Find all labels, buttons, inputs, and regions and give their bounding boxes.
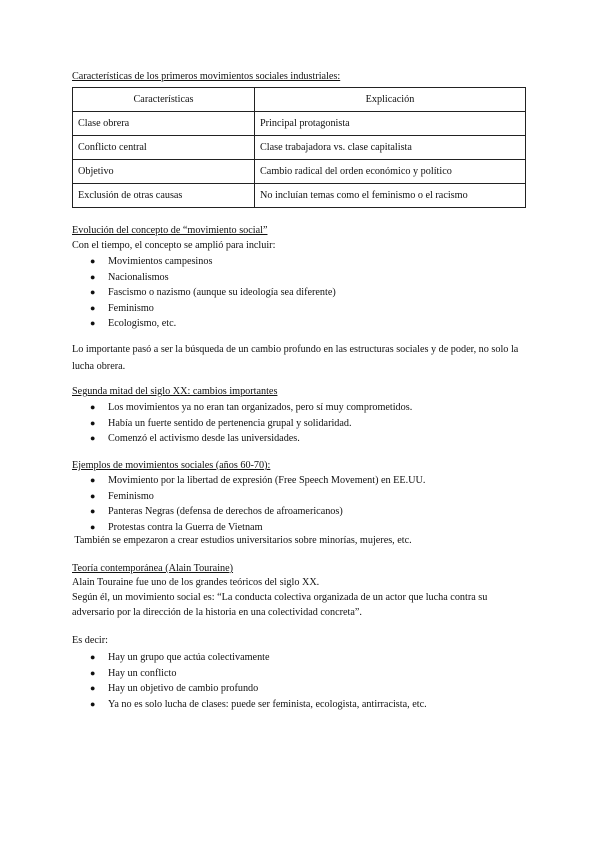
list-item: ● Ecologismo, etc. bbox=[72, 316, 336, 332]
list-item: ● Feminismo bbox=[72, 301, 336, 317]
bullet-icon: ● bbox=[90, 402, 96, 412]
characteristics-table bbox=[72, 87, 526, 208]
bullet-icon: ● bbox=[90, 256, 96, 266]
table-cell: No incluían temas como el feminismo o el racismo bbox=[255, 184, 526, 208]
bullet-icon: ● bbox=[90, 683, 96, 694]
paragraph-conclusion: Lo importante pasó a ser la búsqueda de un cambio profundo en las estructuras sociales y de poder, no solo la lucha obrera. bbox=[72, 344, 519, 372]
note-university-studies: También se empezaron a crear estudios universitarios sobre minorías, mujeres, etc. bbox=[72, 535, 412, 546]
section-title-industrial-movements: Características de los primeros movimientos sociales industriales: bbox=[72, 71, 341, 82]
list-item: ● Panteras Negras (defensa de derechos de afroamericanos) bbox=[72, 504, 425, 520]
list-item: ● Feminismo bbox=[72, 489, 425, 505]
list-item: ● Movimiento por la libertad de expresión (Free Speech Movement) en EE.UU. bbox=[72, 473, 425, 489]
table-row bbox=[73, 136, 526, 160]
table-header-row bbox=[73, 88, 526, 112]
list-item: ● Hay un objetivo de cambio profundo bbox=[72, 681, 427, 697]
list-item: ● Los movimientos ya no eran tan organizados, pero sí muy comprometidos. bbox=[72, 400, 412, 416]
table-cell: Cambio radical del orden económico y político bbox=[255, 160, 526, 184]
bullet-list-concept bbox=[72, 254, 336, 332]
bullet-icon: ● bbox=[90, 318, 96, 329]
list-item: ● Comenzó el activismo desde las universidades. bbox=[72, 431, 412, 447]
list-item: ● Nacionalismos bbox=[72, 270, 336, 286]
bullet-icon: ● bbox=[90, 271, 96, 282]
list-item: ● Hay un conflicto bbox=[72, 666, 427, 682]
bullet-icon: ● bbox=[90, 698, 96, 709]
bullet-icon: ● bbox=[90, 506, 96, 517]
touraine-intro: Alain Touraine fue uno de los grandes teóricos del siglo XX. bbox=[72, 577, 320, 588]
table-cell: Clase trabajadora vs. clase capitalista bbox=[255, 136, 526, 160]
bullet-list-summary bbox=[72, 650, 427, 712]
section-title-second-half: Segunda mitad del siglo XX: cambios importantes bbox=[72, 386, 278, 397]
section-title-concept-evolution: Evolución del concepto de “movimiento social” bbox=[72, 225, 268, 236]
table-header-cell: Explicación bbox=[255, 88, 526, 112]
es-decir-label: Es decir: bbox=[72, 635, 108, 646]
bullet-icon: ● bbox=[90, 521, 96, 532]
section-title-examples: Ejemplos de movimientos sociales (años 60-70): bbox=[72, 460, 271, 471]
list-item: ● Protestas contra la Guerra de Vietnam bbox=[72, 520, 425, 536]
list-item: ● Movimientos campesinos bbox=[72, 254, 336, 270]
table-row bbox=[73, 160, 526, 184]
bullet-icon: ● bbox=[90, 490, 96, 501]
table-cell: Conflicto central bbox=[73, 136, 255, 160]
bullet-icon: ● bbox=[90, 417, 96, 428]
bullet-icon: ● bbox=[90, 667, 96, 678]
bullet-icon: ● bbox=[90, 475, 96, 485]
section-title-touraine: Teoría contemporánea (Alain Touraine) bbox=[72, 563, 234, 574]
table-cell: Principal protagonista bbox=[255, 112, 526, 136]
touraine-quote: Según él, un movimiento social es: “La conducta colectiva organizada de un actor que lucha contra su adversario por la dirección de la historia en una colectividad concreta”. bbox=[72, 592, 488, 618]
table-cell: Objetivo bbox=[73, 160, 255, 184]
bullet-list-changes bbox=[72, 400, 412, 447]
bullet-list-examples bbox=[72, 473, 425, 535]
list-item: ● Fascismo o nazismo (aunque su ideología sea diferente) bbox=[72, 285, 336, 301]
section-intro: Con el tiempo, el concepto se amplió para incluir: bbox=[72, 240, 276, 251]
table-row bbox=[73, 184, 526, 208]
table-cell: Clase obrera bbox=[73, 112, 255, 136]
bullet-icon: ● bbox=[90, 433, 96, 444]
list-item: ● Hay un grupo que actúa colectivamente bbox=[72, 650, 427, 666]
table-header-cell: Características bbox=[73, 88, 255, 112]
list-item: ● Había un fuerte sentido de pertenencia grupal y solidaridad. bbox=[72, 416, 412, 432]
table-row bbox=[73, 112, 526, 136]
bullet-icon: ● bbox=[90, 302, 96, 313]
list-item: ● Ya no es solo lucha de clases: puede ser feminista, ecologista, antirracista, etc. bbox=[72, 697, 427, 713]
bullet-icon: ● bbox=[90, 287, 96, 298]
table-cell: Exclusión de otras causas bbox=[73, 184, 255, 208]
bullet-icon: ● bbox=[90, 652, 96, 662]
